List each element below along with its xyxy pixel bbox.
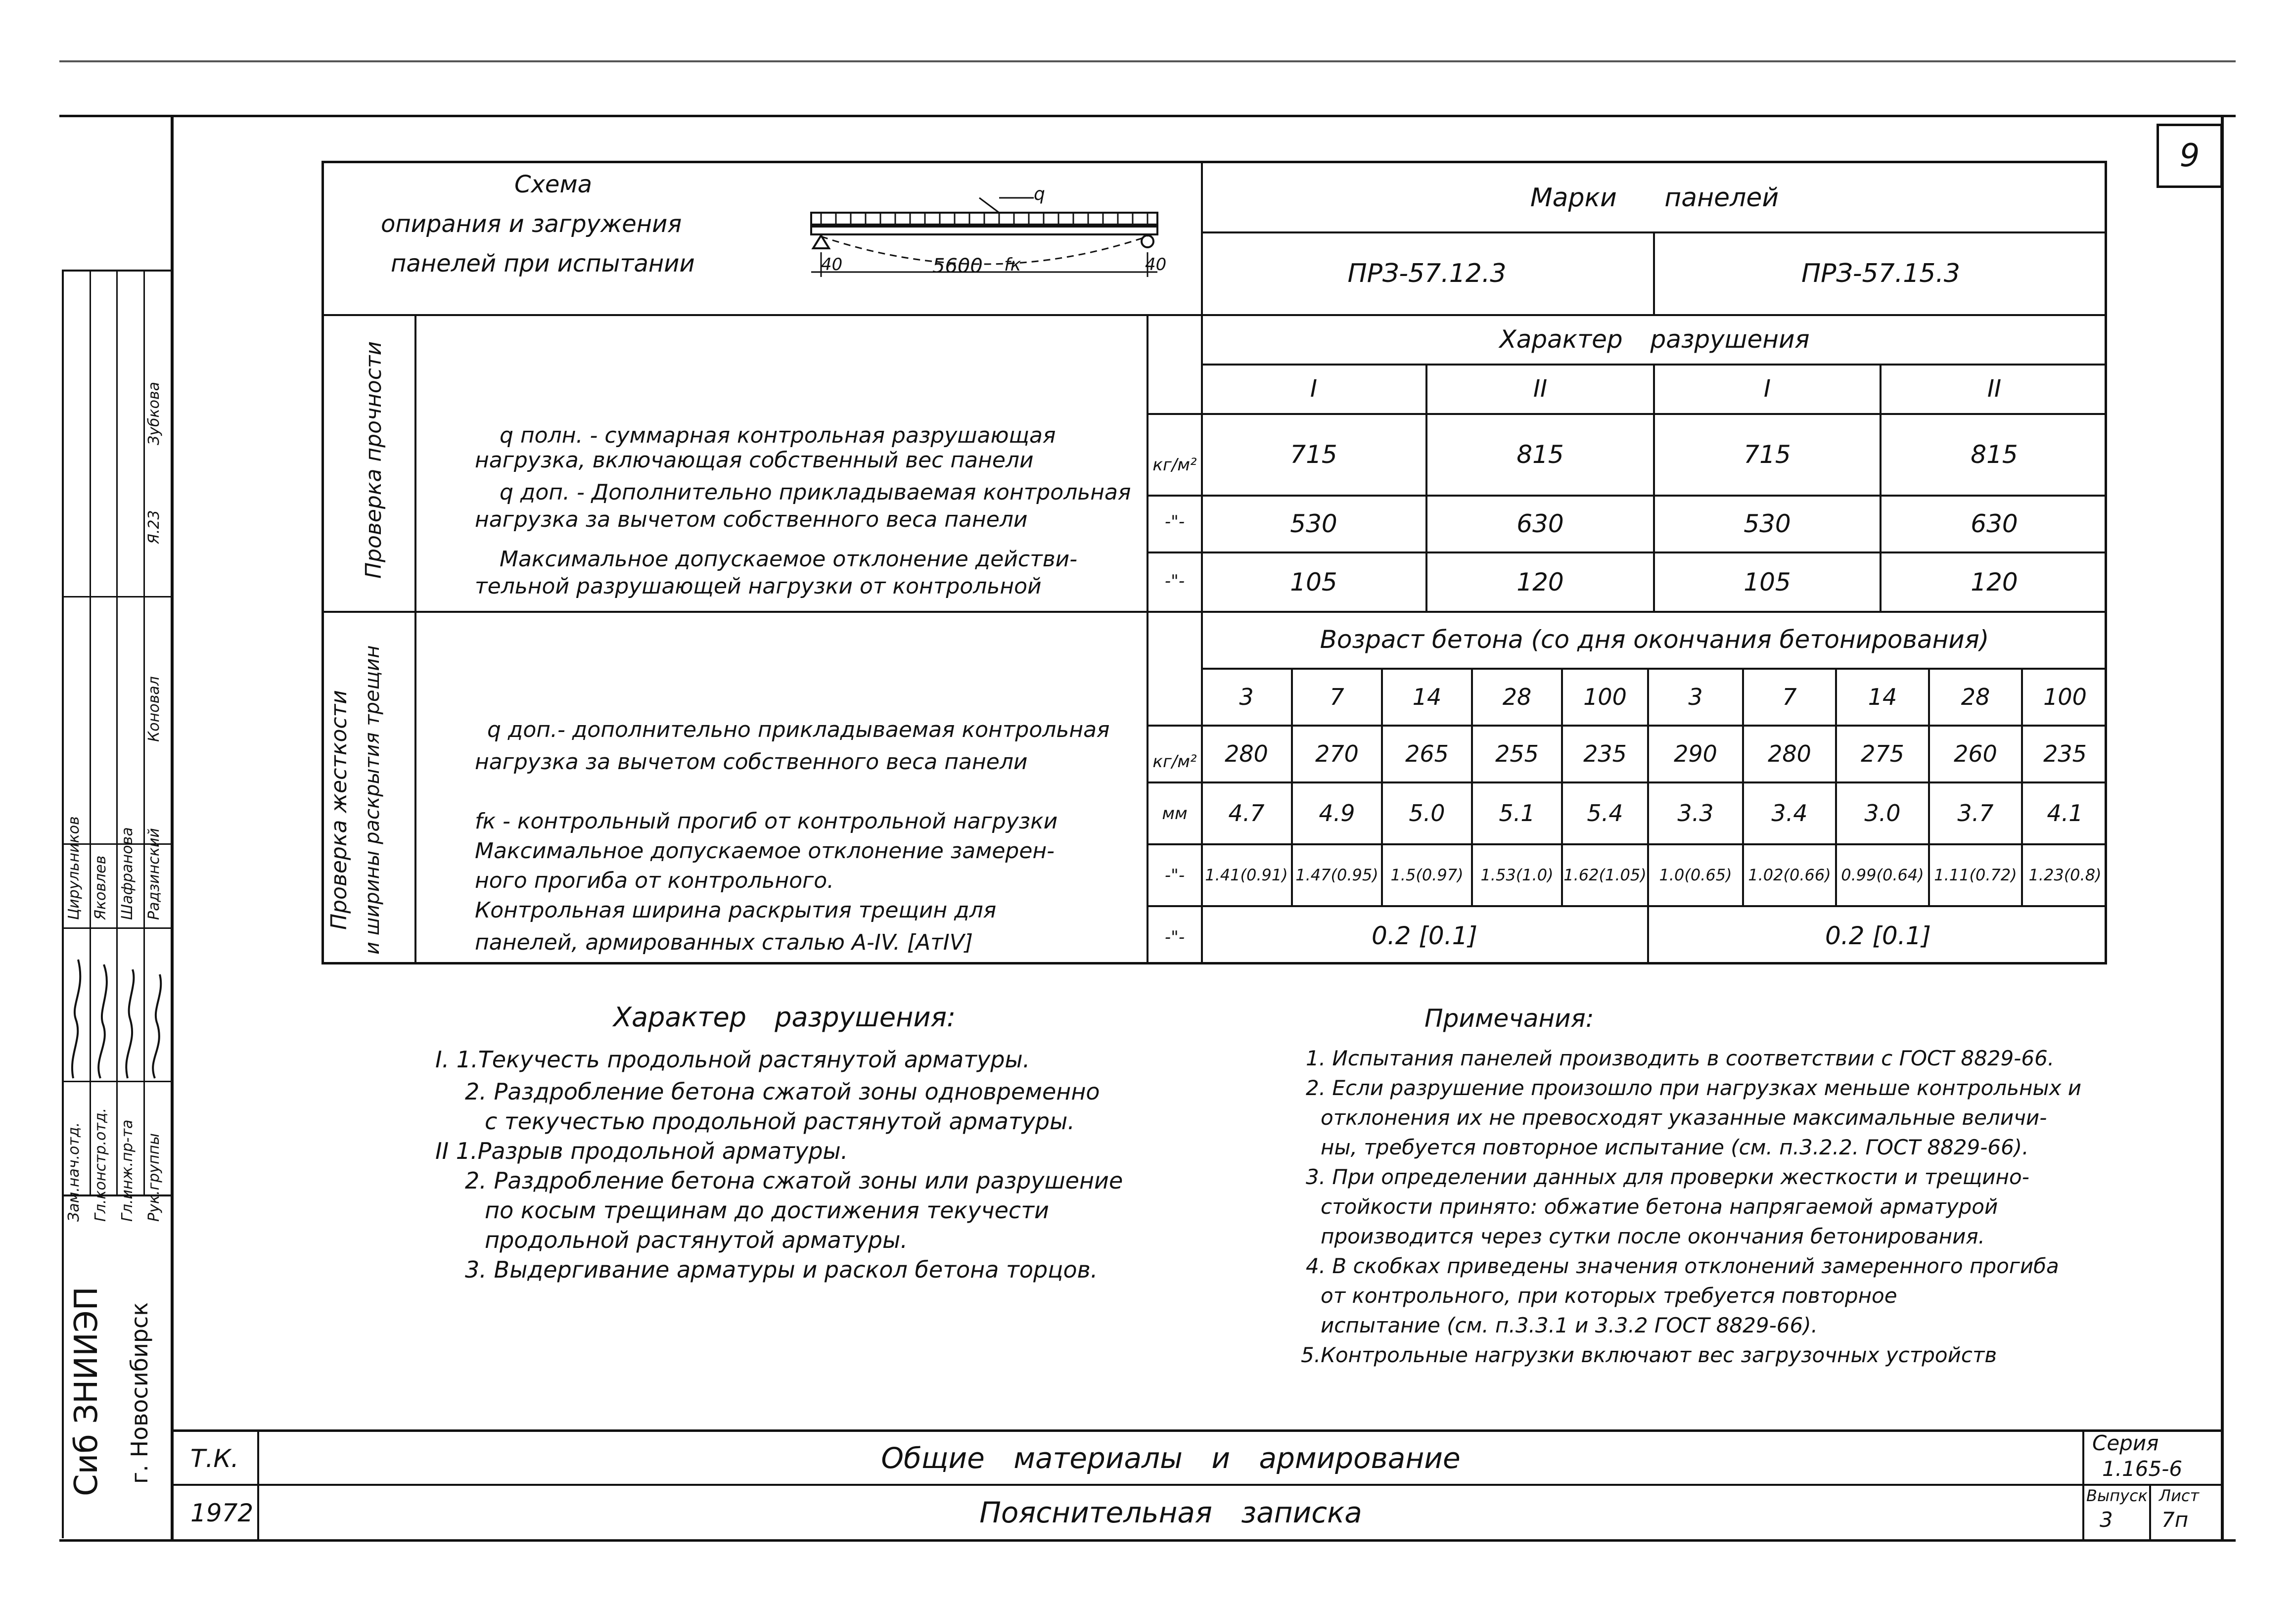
page-number-box	[2157, 124, 2223, 188]
destruction-note-line: 3. Выдергивание арматуры и раскол бетона торцов.	[465, 1256, 1098, 1283]
stiffness-value: 4.1	[2047, 800, 2083, 826]
remark-line: производится через сутки после окончания бетонирования.	[1321, 1224, 1985, 1248]
stamp-name: Яковлев	[92, 855, 109, 920]
strength-value: 530	[1290, 509, 1337, 538]
crack-width-value-2: 0.2 [0.1]	[1825, 921, 1931, 950]
remark-line: 2. Если разрушение произошло при нагрузках меньше контрольных и	[1306, 1076, 2082, 1100]
stamp-role: Гл.инж.пр-та	[119, 1119, 136, 1222]
scheme-span: 5600	[932, 255, 983, 277]
stiffness-value: 1.62(1.05)	[1563, 866, 1647, 884]
stiffness-value: 265	[1405, 740, 1449, 767]
scheme-support-right: 40	[1145, 255, 1167, 275]
remark-line: ны, требуется повторное испытание (см. п.3.2.2. ГОСТ 8829-66).	[1321, 1135, 2029, 1159]
strength-value: 120	[1516, 567, 1564, 597]
stamp-role: Гл.констр.отд.	[92, 1107, 109, 1222]
destruction-note-line: I. 1.Текучесть продольной растянутой арматуры.	[435, 1046, 1030, 1073]
strength-value: 815	[1516, 440, 1564, 469]
loading-scheme-diagram	[801, 178, 1177, 292]
strength-row-3-desc-1: Максимальное допускаемое отклонение действи-	[500, 547, 1078, 572]
series-value: 1.165-6	[2102, 1457, 2183, 1481]
stiffness-label-1: Проверка жесткости	[326, 690, 352, 930]
destruction-note-line: по косым трещинам до достижения текучести	[485, 1197, 1049, 1224]
title-code: Т.К.	[190, 1444, 239, 1473]
sheet-value: 7п	[2161, 1508, 2189, 1532]
destruction-header: Характер разрушения	[1499, 325, 1810, 354]
destruction-note-line: с текучестью продольной растянутой арматуры.	[485, 1108, 1075, 1135]
age-cell: 100	[1583, 684, 1627, 710]
strength-unit-3: -"-	[1164, 571, 1185, 591]
strength-row-1-desc-2: нагрузка, включающая собственный вес панели	[475, 448, 1034, 473]
stiffness-label-2: и ширины раскрытия трещин	[361, 645, 384, 955]
page-number: 9	[2179, 138, 2200, 174]
stiffness-value: 235	[1583, 740, 1627, 767]
strength-value: 120	[1971, 567, 2018, 597]
strength-value: 105	[1744, 567, 1791, 597]
org-name: Сиб ЗНИИЭП	[68, 1286, 105, 1496]
remark-line: 1. Испытания панелей производить в соответствии с ГОСТ 8829-66.	[1306, 1046, 2055, 1070]
age-cell: 14	[1412, 684, 1442, 710]
stiffness-value: 3.4	[1771, 800, 1808, 826]
stiffness-row-1-desc-2: нагрузка за вычетом собственного веса панели	[475, 749, 1028, 775]
age-cell: 7	[1330, 684, 1344, 710]
stiffness-value: 3.7	[1957, 800, 1994, 826]
stamp-name: Цирульников	[65, 816, 83, 920]
stiffness-value: 1.0(0.65)	[1659, 866, 1732, 884]
destruction-type-2: II	[1533, 375, 1548, 403]
destruction-note-line: продольной растянутой арматуры.	[485, 1227, 908, 1253]
stiffness-value: 5.0	[1409, 800, 1445, 826]
issue-label: Выпуск	[2086, 1486, 2148, 1505]
stiffness-row-4-desc-2: панелей, армированных сталью А-IV. [АтIV]	[475, 930, 973, 955]
age-cell: 28	[1961, 684, 1990, 710]
stiffness-value: 0.99(0.64)	[1841, 866, 1924, 884]
stiffness-value: 4.7	[1228, 800, 1265, 826]
scheme-title-2: опирания и загружения	[381, 210, 682, 238]
stiffness-row-1-desc-1: q доп.- дополнительно прикладываемая контрольная	[487, 717, 1110, 742]
stamp-name: Шафранова	[119, 827, 136, 920]
stiffness-row-3-desc-1: Максимальное допускаемое отклонение замерен-	[475, 838, 1055, 864]
stiffness-value: 1.53(1.0)	[1480, 866, 1554, 884]
destruction-type-1: I	[1310, 375, 1318, 403]
stiffness-unit-4: -"-	[1164, 927, 1185, 947]
title-line-2: Пояснительная записка	[979, 1496, 1362, 1529]
destruction-note-line: 2. Раздробление бетона сжатой зоны одновременно	[465, 1078, 1100, 1105]
title-year: 1972	[190, 1499, 254, 1527]
strength-unit-2: -"-	[1164, 512, 1185, 532]
scheme-support-left: 40	[821, 255, 843, 275]
remark-line: 4. В скобках приведены значения отклонений замеренного прогиба	[1306, 1254, 2059, 1278]
stiffness-value: 255	[1495, 740, 1539, 767]
stiffness-unit-2: мм	[1162, 804, 1188, 824]
remarks-title: Примечания:	[1424, 1004, 1594, 1033]
scheme-title-1: Схема	[514, 171, 593, 198]
strength-value: 815	[1971, 440, 2018, 469]
age-cell: 28	[1502, 684, 1532, 710]
destruction-type-4: II	[1987, 375, 2002, 403]
age-cell: 3	[1688, 684, 1703, 710]
stiffness-row-4-desc-1: Контрольная ширина раскрытия трещин для	[475, 898, 997, 923]
strength-value: 715	[1744, 440, 1791, 469]
remark-line: стойкости принято: обжатие бетона напрягаемой арматурой	[1321, 1194, 1998, 1219]
stiffness-row-3-desc-2: ного прогиба от контрольного.	[475, 868, 834, 893]
stamp-role: Зам.нач.отд.	[65, 1122, 83, 1222]
stiffness-value: 235	[2043, 740, 2087, 767]
remark-line: испытание (см. п.3.3.1 и 3.3.2 ГОСТ 8829-66).	[1321, 1313, 1818, 1337]
strength-row-3-desc-2: тельной разрушающей нагрузки от контрольной	[475, 574, 1042, 599]
strength-row-1-desc-1: q полн. - суммарная контрольная разрушающая	[500, 423, 1056, 448]
stiffness-value: 5.4	[1587, 800, 1623, 826]
strength-unit-1: кг/м²	[1152, 455, 1197, 475]
age-cell: 14	[1868, 684, 1897, 710]
stiffness-value: 1.11(0.72)	[1934, 866, 2017, 884]
panel-mark-2: ПРЗ-57.15.3	[1801, 258, 1961, 288]
stiffness-value: 260	[1954, 740, 1997, 767]
stiffness-value: 4.9	[1319, 800, 1355, 826]
signatures	[63, 930, 170, 1093]
scheme-title-3: панелей при испытании	[391, 250, 695, 277]
stamp-name: Радзинский	[145, 828, 163, 920]
remark-line: 3. При определении данных для проверки жесткости и трещино-	[1306, 1165, 2029, 1189]
stiffness-value: 270	[1315, 740, 1359, 767]
stiffness-row-2-desc-1: fк - контрольный прогиб от контрольной нагрузки	[475, 809, 1058, 834]
stiffness-value: 1.41(0.91)	[1205, 866, 1288, 884]
age-cell: 7	[1782, 684, 1797, 710]
strength-value: 105	[1290, 567, 1337, 597]
stiffness-value: 1.5(0.97)	[1390, 866, 1464, 884]
destruction-type-3: I	[1763, 375, 1771, 403]
panel-mark-1: ПРЗ-57.12.3	[1347, 258, 1507, 288]
age-cell: 3	[1239, 684, 1254, 710]
stiffness-value: 280	[1768, 740, 1811, 767]
strength-value: 530	[1744, 509, 1791, 538]
remark-line: отклонения их не превосходят указанные максимальные величи-	[1321, 1105, 2047, 1130]
strength-value: 630	[1516, 509, 1564, 538]
stiffness-value: 1.02(0.66)	[1748, 866, 1831, 884]
remark-line: 5.Контрольные нагрузки включают вес загрузочных устройств	[1301, 1343, 1997, 1367]
issue-value: 3	[2100, 1508, 2113, 1532]
age-cell: 100	[2043, 684, 2087, 710]
stiffness-value: 3.0	[1864, 800, 1901, 826]
stamp-date-mark: Я.23	[145, 510, 163, 544]
series-label: Серия	[2092, 1431, 2159, 1455]
strength-value: 715	[1290, 440, 1337, 469]
remark-line: от контрольного, при которых требуется повторное	[1321, 1284, 1897, 1308]
strength-row-2-desc-2: нагрузка за вычетом собственного веса панели	[475, 507, 1028, 532]
strength-label: Проверка прочности	[361, 341, 386, 579]
destruction-note-line: II 1.Разрыв продольной арматуры.	[435, 1138, 848, 1164]
stamp-extra-name: Зубкова	[145, 381, 163, 445]
sheet-label: Лист	[2159, 1486, 2200, 1505]
crack-width-value-1: 0.2 [0.1]	[1372, 921, 1477, 950]
stiffness-unit-3: -"-	[1164, 866, 1185, 885]
destruction-note-line: 2. Раздробление бетона сжатой зоны или разрушение	[465, 1167, 1123, 1194]
destruction-notes-title: Характер разрушения:	[613, 1002, 956, 1033]
scheme-deflection: fк	[1004, 255, 1021, 275]
stiffness-value: 1.47(0.95)	[1295, 866, 1378, 884]
stiffness-value: 275	[1861, 740, 1904, 767]
org-city: г. Новосибирск	[126, 1302, 153, 1484]
stiffness-unit-1: кг/м²	[1152, 752, 1197, 772]
strength-row-2-desc-1: q доп. - Дополнительно прикладываемая контрольная	[500, 480, 1131, 505]
strength-value: 630	[1971, 509, 2018, 538]
stamp-extra-name: Коновал	[145, 676, 163, 742]
scheme-load-label: q	[1034, 184, 1045, 204]
stamp-role: Рук.группы	[145, 1133, 163, 1222]
stiffness-value: 5.1	[1499, 800, 1535, 826]
title-line-1: Общие материалы и армирование	[881, 1441, 1461, 1475]
stiffness-value: 1.23(0.8)	[2028, 866, 2102, 884]
stiffness-value: 280	[1225, 740, 1268, 767]
marks-header: Марки панелей	[1530, 183, 1779, 213]
stiffness-value: 290	[1674, 740, 1717, 767]
age-header: Возраст бетона (со дня окончания бетонирования)	[1320, 625, 1989, 654]
stiffness-value: 3.3	[1677, 800, 1714, 826]
